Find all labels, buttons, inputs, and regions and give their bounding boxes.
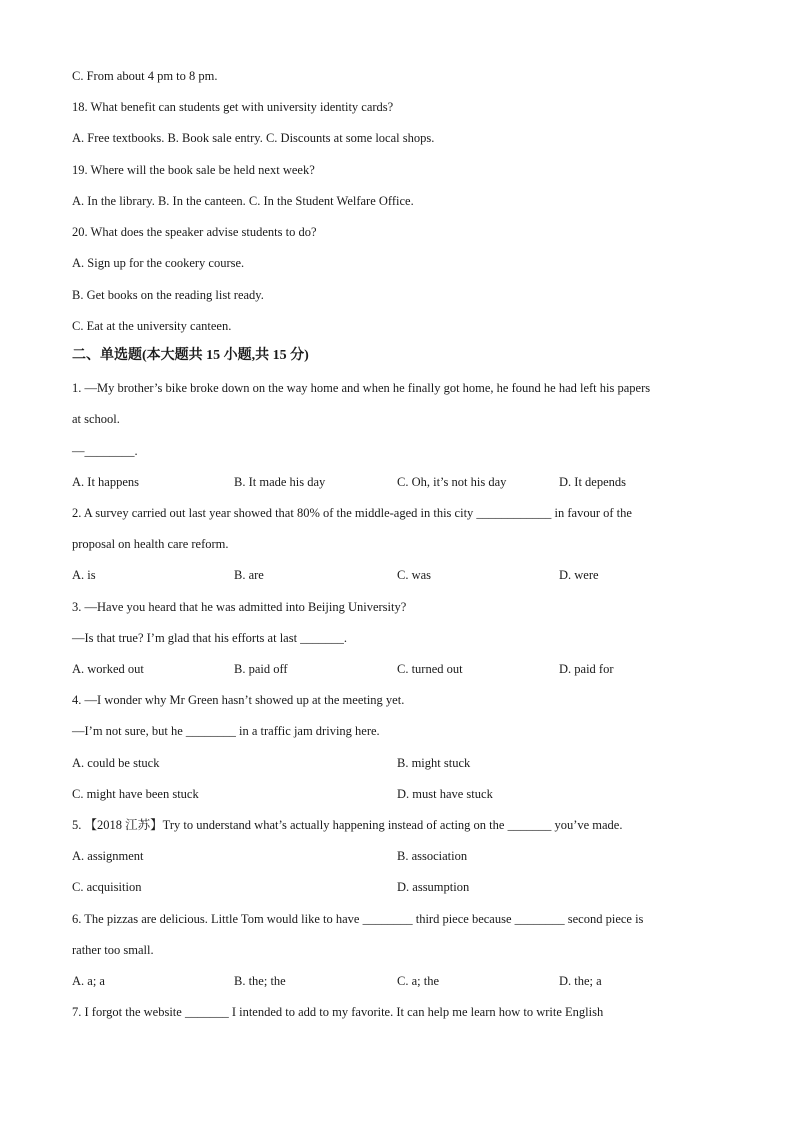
q3-option-a: A. worked out [72, 662, 144, 676]
q19-options: A. In the library. B. In the canteen. C. In the Student Welfare Office. [72, 194, 414, 208]
q5-option-a: A. assignment [72, 849, 144, 863]
q2-option-b: B. are [234, 568, 264, 582]
q20-option-a: A. Sign up for the cookery course. [72, 256, 245, 270]
q1-stem-line3: —________. [72, 444, 138, 458]
q4-option-c: C. might have been stuck [72, 787, 199, 801]
q5-option-b: B. association [397, 849, 468, 863]
q4-stem-line2: —I’m not sure, but he ________ in a traffic jam driving here. [72, 724, 380, 738]
q4-option-b: B. might stuck [397, 756, 471, 770]
q3-option-c: C. turned out [397, 662, 463, 676]
q1-option-d: D. It depends [559, 475, 626, 489]
q19-stem: 19. Where will the book sale be held next week? [72, 163, 315, 177]
q20-option-b: B. Get books on the reading list ready. [72, 288, 264, 302]
q3-stem-line1: 3. —Have you heard that he was admitted into Beijing University? [72, 600, 407, 614]
q3-option-d: D. paid for [559, 662, 614, 676]
q5-option-c: C. acquisition [72, 880, 142, 894]
q2-option-a: A. is [72, 568, 96, 582]
q3-stem-line2: —Is that true? I’m glad that his efforts at last _______. [72, 631, 348, 645]
q6-option-b: B. the; the [234, 974, 286, 988]
q18-stem: 18. What benefit can students get with university identity cards? [72, 100, 394, 114]
q1-stem-line1: 1. —My brother’s bike broke down on the way home and when he finally got home, he found he had left his papers [72, 381, 651, 395]
q1-option-c: C. Oh, it’s not his day [397, 475, 507, 489]
q5-stem-line1: 5. 【2018 江苏】Try to understand what’s actually happening instead of acting on the _______ you’ve made. [72, 818, 623, 832]
q20-option-c: C. Eat at the university canteen. [72, 319, 232, 333]
section-heading: 二、单选题(本大题共 15 小题,共 15 分) [72, 348, 309, 363]
q2-option-d: D. were [559, 568, 599, 582]
q6-stem-line1: 6. The pizzas are delicious. Little Tom would like to have ________ third piece because ________ second piece is [72, 912, 644, 926]
q1-stem-line2: at school. [72, 412, 120, 426]
q2-option-c: C. was [397, 568, 432, 582]
q2-stem-line1: 2. A survey carried out last year showed that 80% of the middle-aged in this city ____________ in favour of the [72, 506, 632, 520]
q6-option-c: C. a; the [397, 974, 440, 988]
q18-options: A. Free textbooks. B. Book sale entry. C. Discounts at some local shops. [72, 131, 435, 145]
q4-option-a: A. could be stuck [72, 756, 160, 770]
q7-stem-line1: 7. I forgot the website _______ I intended to add to my favorite. It can help me learn how to write English [72, 1005, 604, 1019]
q20-stem: 20. What does the speaker advise students to do? [72, 225, 317, 239]
q4-option-d: D. must have stuck [397, 787, 493, 801]
q5-option-d: D. assumption [397, 880, 470, 894]
q17-option-c: C. From about 4 pm to 8 pm. [72, 69, 218, 83]
q6-stem-line2: rather too small. [72, 943, 154, 957]
q4-stem-line1: 4. —I wonder why Mr Green hasn’t showed up at the meeting yet. [72, 693, 405, 707]
q2-stem-line2: proposal on health care reform. [72, 537, 229, 551]
q1-option-b: B. It made his day [234, 475, 326, 489]
q6-option-d: D. the; a [559, 974, 602, 988]
q3-option-b: B. paid off [234, 662, 288, 676]
q6-option-a: A. a; a [72, 974, 105, 988]
q1-option-a: A. It happens [72, 475, 139, 489]
